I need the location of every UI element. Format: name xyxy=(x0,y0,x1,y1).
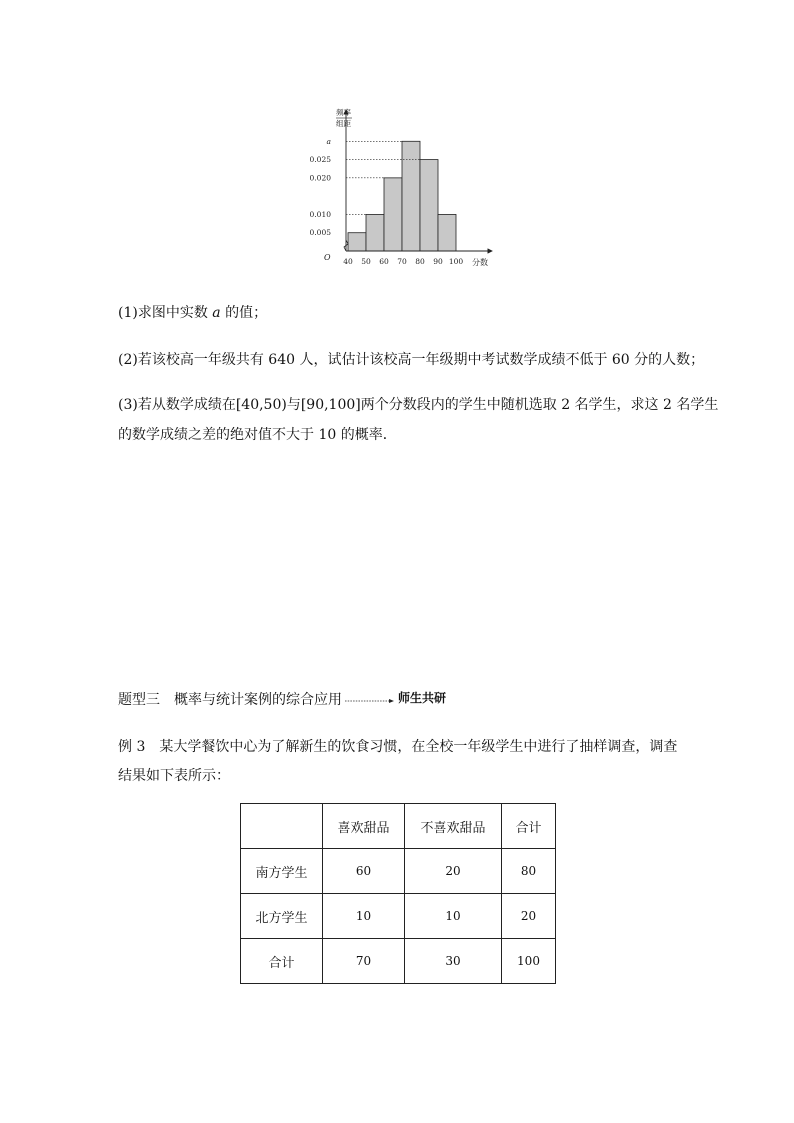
question-3-line-2: 的数学成绩之差的绝对值不大于 10 的概率． xyxy=(118,427,397,443)
table-cell: 20 xyxy=(502,894,556,939)
y-tick-label: a xyxy=(326,136,331,146)
table-header-row xyxy=(241,804,556,849)
xlabel: 分数 xyxy=(472,258,488,267)
x-tick-labels xyxy=(343,257,463,266)
table-cell: 100 xyxy=(502,939,556,984)
x-tick-label: 80 xyxy=(415,257,425,266)
table-cell: 10 xyxy=(405,894,502,939)
x-tick-label: 100 xyxy=(448,257,464,266)
table-row-label: 南方学生 xyxy=(241,849,323,894)
example-line-1: 例 3 某大学餐饮中心为了解新生的饮食习惯，在全校一年级学生中进行了抽样调查，调查 xyxy=(118,739,678,755)
histogram-bar-[50,60) xyxy=(366,214,384,251)
x-tick-label: 90 xyxy=(433,257,443,266)
histogram-bar-[70,80) xyxy=(402,141,420,251)
x-tick-label: 40 xyxy=(343,257,353,266)
histogram-bars xyxy=(348,141,456,251)
x-tick-label: 50 xyxy=(361,257,371,266)
table-header-cell: 合计 xyxy=(502,804,556,849)
y-tick-label: 0.010 xyxy=(309,209,331,219)
y-tick-label: 0.005 xyxy=(309,228,331,238)
histogram-bar-[80,90) xyxy=(420,160,438,251)
question-2: (2)若该校高一年级共有 640 人，试估计该校高一年级期中考试数学成绩不低于 60 分的人数； xyxy=(118,352,705,368)
section-arrow-icon xyxy=(345,692,395,706)
table-row-label: 北方学生 xyxy=(241,894,323,939)
table-cell: 10 xyxy=(323,894,405,939)
table-row xyxy=(241,939,556,984)
section-title: 题型三 概率与统计案例的综合应用 xyxy=(118,692,342,708)
y-tick-label: 0.020 xyxy=(309,173,331,183)
example-line-2: 结果如下表所示： xyxy=(118,768,230,784)
question-1-text-after: 的值； xyxy=(220,305,268,321)
y-tick-label: 0.025 xyxy=(309,155,331,165)
histogram-bar-[40,50) xyxy=(348,233,366,251)
question-1-variable: a xyxy=(212,305,221,321)
table-header-cell xyxy=(241,804,323,849)
frequency-histogram xyxy=(300,100,500,270)
y-tick-labels xyxy=(310,137,332,237)
contingency-table xyxy=(240,803,556,984)
section-tag: 师生共研 xyxy=(398,691,447,705)
table-row-label: 合计 xyxy=(241,939,323,984)
table-cell: 30 xyxy=(405,939,502,984)
histogram-bar-[90,100] xyxy=(438,214,456,251)
table-cell: 80 xyxy=(502,849,556,894)
table-cell: 70 xyxy=(323,939,405,984)
table-header-cell: 不喜欢甜品 xyxy=(405,804,502,849)
x-tick-label: 60 xyxy=(379,257,389,266)
question-3-line-1: (3)若从数学成绩在[40,50)与[90,100]两个分数段内的学生中随机选取 2 名学生，求这 2 名学生 xyxy=(118,397,719,413)
question-1-text-before: (1)求图中实数 xyxy=(118,305,213,321)
question-1 xyxy=(118,303,267,323)
ylabel-top: 频率 xyxy=(336,108,351,117)
ylabel-bottom: 组距 xyxy=(336,119,351,128)
x-tick-label: 70 xyxy=(397,257,407,266)
table-header-cell: 喜欢甜品 xyxy=(323,804,405,849)
histogram-bar-[60,70) xyxy=(384,178,402,251)
table-row xyxy=(241,894,556,939)
origin-label: O xyxy=(324,253,331,262)
table-row xyxy=(241,849,556,894)
table-cell: 20 xyxy=(405,849,502,894)
table-cell: 60 xyxy=(323,849,405,894)
